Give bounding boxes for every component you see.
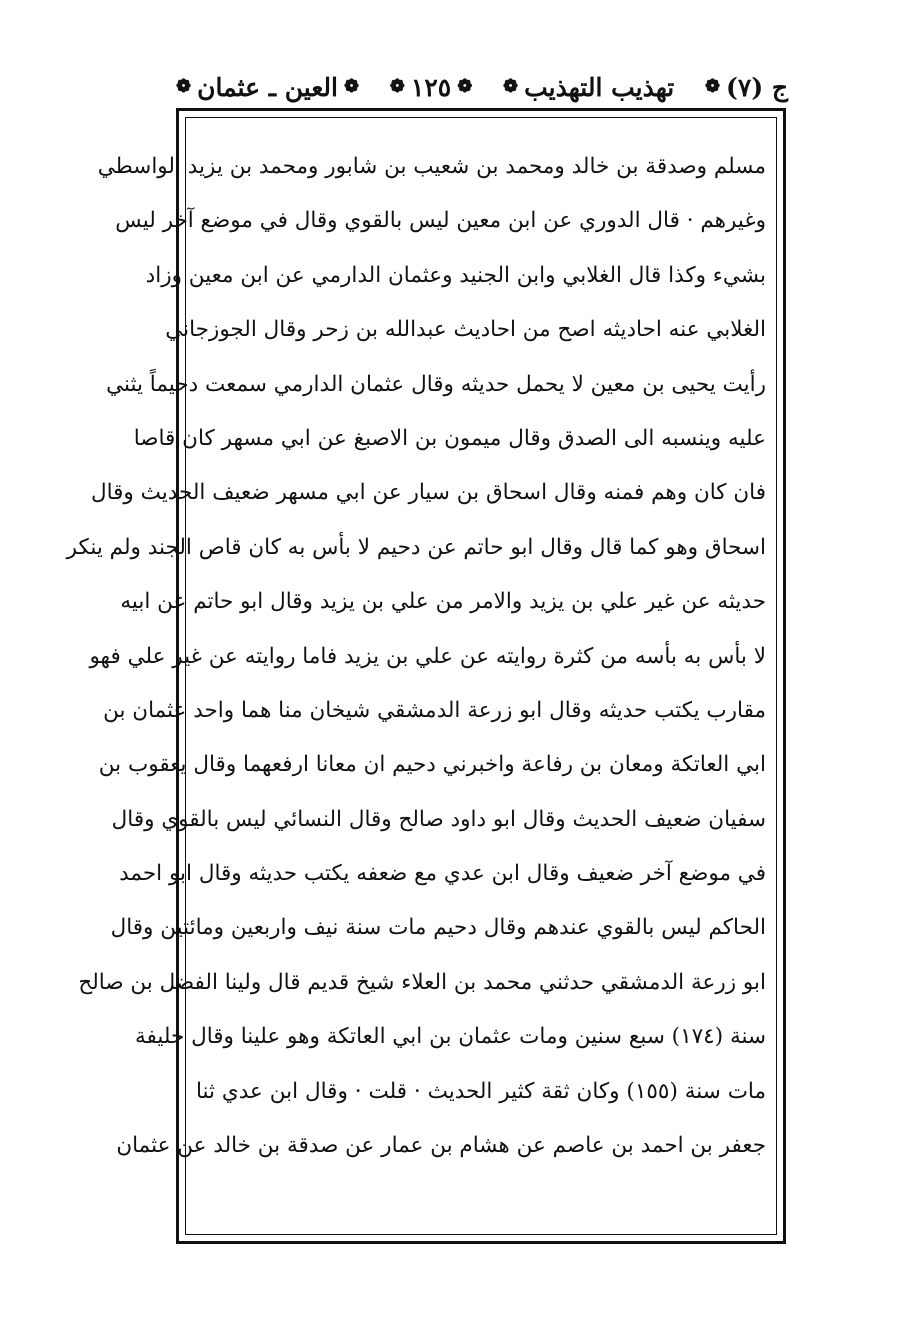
text-line: الحاكم ليس بالقوي عندهم وقال دحيم مات سنة نيف واربعين ومائتين وقال — [110, 915, 766, 941]
ornament-icon: ❁ — [704, 76, 721, 97]
page-number: ١٢٥ — [410, 72, 452, 102]
ornament-icon: ❁ — [457, 76, 473, 97]
book-title: تهذيب التهذيب — [524, 72, 675, 102]
text-line: ابي العاتكة ومعان بن رفاعة واخبرني دحيم ان معانا ارفعهما وقال يعقوب بن — [98, 752, 766, 778]
text-line: فان كان وهم فمنه وقال اسحاق بن سيار عن ابي مسهر ضعيف الحديث وقال — [90, 480, 766, 506]
text-line: ابو زرعة الدمشقي حدثني محمد بن العلاء شيخ قديم قال ولينا الفضل بن صالح — [78, 969, 766, 995]
ornament-icon: ❁ — [343, 76, 360, 97]
text-line: عليه وينسبه الى الصدق وقال ميمون بن الاصبغ عن ابي مسهر كان قاصا — [133, 425, 766, 451]
text-line: لا بأس به بأسه من كثرة روايته عن علي بن يزيد فاما روايته عن غير علي فهو — [89, 643, 766, 669]
text-line: بشيء وكذا قال الغلابي وابن الجنيد وعثمان الدارمي عن ابن معين وزاد — [145, 262, 766, 288]
text-line: الغلابي عنه احاديثه اصح من احاديث عبدالله بن زحر وقال الجوزجاني — [165, 317, 766, 343]
section-title: العين ـ عثمان — [197, 72, 338, 102]
header-section — [176, 73, 359, 102]
text-line: اسحاق وهو كما قال وقال ابو حاتم عن دحيم لا بأس به كان قاص الجند ولم ينكر — [66, 534, 766, 560]
text-line: مسلم وصدقة بن خالد ومحمد بن شعيب بن شابور ومحمد بن يزيد الواسطي — [97, 154, 766, 179]
body-text — [66, 140, 766, 1230]
ornament-icon: ❁ — [503, 76, 519, 97]
text-line: حديثه عن غير علي بن يزيد والامر من علي بن يزيد وقال ابو حاتم عن ابيه — [120, 589, 766, 615]
running-header — [176, 66, 788, 108]
text-line: جعفر بن احمد بن عاصم عن هشام بن عمار عن صدقة بن خالد عن عثمان — [116, 1133, 766, 1159]
header-book-title — [503, 73, 674, 102]
ornament-icon: ❁ — [389, 76, 405, 97]
ornament-icon: ❁ — [176, 76, 192, 97]
header-volume — [705, 73, 788, 102]
header-page-number — [390, 73, 472, 102]
volume-label: ج (٧) — [726, 72, 788, 102]
text-line: سنة (١٧٤) سبع سنين ومات عثمان بن ابي العاتكة وهو علينا وقال خليفة — [134, 1024, 766, 1050]
text-line: وغيرهم · قال الدوري عن ابن معين ليس بالقوي وقال في موضع آخر ليس — [115, 208, 766, 234]
text-line: سفيان ضعيف الحديث وقال ابو داود صالح وقال النسائي ليس بالقوي وقال — [111, 806, 766, 832]
text-line: في موضع آخر ضعيف وقال ابن عدي مع ضعفه يكتب حديثه وقال ابو احمد — [119, 861, 766, 887]
text-line: رأيت يحيى بن معين لا يحمل حديثه وقال عثمان الدارمي سمعت دحيماً يثني — [106, 371, 766, 397]
text-line: مقارب يكتب حديثه وقال ابو زرعة الدمشقي شيخان منا هما واحد عثمان بن — [103, 697, 766, 723]
text-line: مات سنة (١٥٥) وكان ثقة كثير الحديث · قلت · وقال ابن عدي ثنا — [196, 1078, 766, 1104]
